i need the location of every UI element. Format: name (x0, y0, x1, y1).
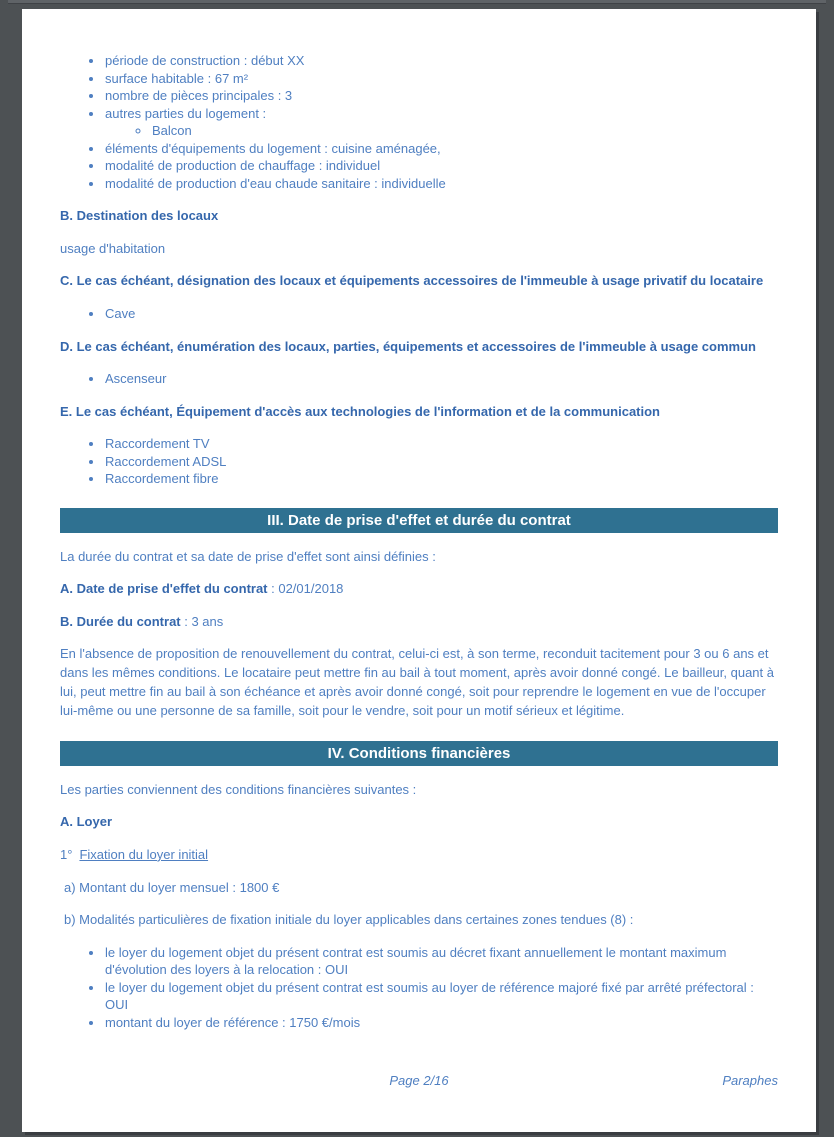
list-item: • Ascenseur (104, 370, 778, 388)
paraphes-label: Paraphes (722, 1073, 778, 1089)
property-details-list (60, 52, 778, 192)
section-iii-intro: La durée du contrat et sa date de prise d'effet sont ainsi définies : (60, 548, 436, 564)
loyer-item-1-title: Fixation du loyer initial (79, 846, 209, 862)
list-item: • Raccordement fibre (104, 470, 778, 488)
effect-date-value: : 02/01/2018 (267, 581, 344, 597)
list-item: • nombre de pièces principales : 3 (104, 87, 778, 105)
list-item: • Raccordement ADSL (104, 453, 778, 471)
loyer-heading: A. Loyer (60, 814, 113, 830)
effect-date-label: A. Date de prise d'effet du contrat (60, 581, 268, 597)
section-e-heading: E. Le cas échéant, Équipement d'accès aux technologies de l'information et de la communication (60, 403, 660, 419)
section-c-heading: C. Le cas échéant, désignation des locaux et équipements accessoires de l'immeuble à usage privatif du locataire (60, 273, 764, 289)
loyer-item-1-prefix: 1° (60, 846, 73, 862)
section-c-list (60, 305, 778, 323)
section-e-list (60, 435, 778, 488)
section-d-list (60, 370, 778, 388)
other-parts-sublist (105, 122, 778, 140)
footer-spacer (60, 1072, 299, 1090)
previous-page-edge (8, 0, 826, 4)
section-b-body: usage d'habitation (60, 240, 166, 256)
list-item: • période de construction : début XX (104, 52, 778, 70)
section-b-heading: B. Destination des locaux (60, 208, 219, 224)
loyer-item-1-line (60, 846, 778, 864)
list-item: • modalité de production d'eau chaude sanitaire : individuelle (104, 175, 778, 193)
list-item: • le loyer du logement objet du présent contrat est soumis au décret fixant annuellement le montant maximum d'évolution des loyers à la relocation : OUI (104, 944, 778, 979)
list-item: • le loyer du logement objet du présent contrat est soumis au loyer de référence majoré fixé par arrêté préfectoral : OUI (104, 979, 778, 1014)
list-item (104, 105, 778, 140)
duration-label: B. Durée du contrat (60, 613, 181, 629)
list-item: • éléments d'équipements du logement : cuisine aménagée, (104, 140, 778, 158)
list-item: • Raccordement TV (104, 435, 778, 453)
document-page (22, 9, 816, 1132)
list-item: • modalité de production de chauffage : individuel (104, 157, 778, 175)
renewal-paragraph: En l'absence de proposition de renouvellement du contrat, celui-ci est, à son terme, reconduit tacitement pour 3 ou 6 ans et dans les mêmes conditions. Le locataire peut mettre fin au bail à tout moment, après avoir donné congé. Le bailleur, quant à lui, peut mettre fin au bail à son échéance et après avoir donné congé, soit pour reprendre le logement en vue de l'occuper lui-même ou une personne de sa famille, soit pour le vendre, soit pour un motif sérieux et légitime. (60, 646, 774, 719)
list-item: ◦ Balcon (151, 122, 778, 140)
loyer-line-b: b) Modalités particulières de fixation initiale du loyer applicables dans certaines zones tendues (8) : (64, 912, 634, 928)
list-item: • montant du loyer de référence : 1750 €/mois (104, 1014, 778, 1032)
list-item: • Cave (104, 305, 778, 323)
list-item: • surface habitable : 67 m² (104, 70, 778, 88)
zone-tendue-list (60, 944, 778, 1032)
section-iv-title-band: IV. Conditions financières (60, 741, 778, 766)
page-footer (60, 1072, 778, 1090)
list-item-label: autres parties du logement : (105, 105, 267, 121)
loyer-line-a: a) Montant du loyer mensuel : 1800 € (64, 879, 280, 895)
duration-value: : 3 ans (180, 613, 224, 629)
page-number: Page 2/16 (389, 1073, 449, 1089)
section-iv-intro: Les parties conviennent des conditions financières suivantes : (60, 781, 417, 797)
effect-date-line (60, 580, 778, 598)
duration-line (60, 613, 778, 631)
section-iii-title-band: III. Date de prise d'effet et durée du contrat (60, 508, 778, 533)
section-d-heading: D. Le cas échéant, énumération des locaux, parties, équipements et accessoires de l'immeuble à usage commun (60, 338, 756, 354)
